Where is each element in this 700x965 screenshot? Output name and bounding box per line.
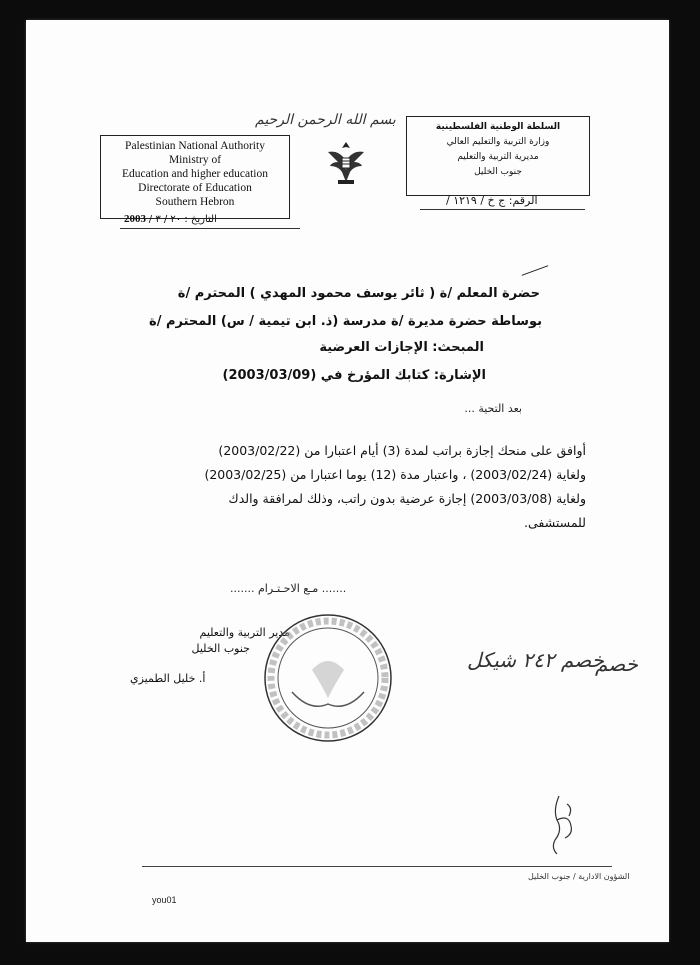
- subject-line: المبحث: الإجازات العرضية: [319, 340, 484, 355]
- footer-department: الشؤون الادارية / جنوب الخليل: [528, 872, 630, 881]
- arabic-org-line: جنوب الخليل: [474, 167, 522, 177]
- english-org-line: Ministry of: [168, 154, 222, 166]
- body-line: أوافق على منحك إجازة براتب لمدة (3) أيام اعتبارا من (2003/02/22): [218, 443, 586, 458]
- recipient-line: حضرة المعلم /ة ( ثائر يوسف محمود المهدي ) المحترم /ة: [177, 286, 540, 301]
- body-line: ولغاية (2003/03/08) إجازة عرضية بدون راتب، وذلك لمرافقة والدك: [228, 491, 586, 506]
- ref-label: الرقم: ج خ /: [480, 194, 538, 207]
- english-org-line: Education and higher education: [122, 168, 268, 180]
- date-value: 2003: [124, 213, 146, 225]
- body-line: للمستشفى.: [524, 515, 586, 530]
- body-line: ولغاية (2003/02/24) ، واعتبار مدة (12) يوما اعتبارا من (2003/02/25): [204, 467, 586, 482]
- reference-line: الإشارة: كتابك المؤرخ في (2003/03/09): [222, 368, 486, 383]
- ref-value: ١٢١٩ /: [446, 194, 477, 207]
- arabic-org-line: مديرية التربية والتعليم: [457, 152, 539, 162]
- basmala: بسم الله الرحمن الرحيم: [255, 112, 396, 128]
- arabic-org-line: وزارة التربية والتعليم العالي: [446, 137, 550, 147]
- divider: [420, 209, 585, 210]
- arabic-letterhead: [406, 116, 590, 196]
- closing: ....... مـع الاحـتـرام .......: [230, 582, 347, 595]
- date-label: التاريخ : ٢٠ / ٣ /: [148, 214, 217, 225]
- footer-code: you01: [152, 895, 177, 905]
- eagle-emblem-icon: [324, 138, 368, 192]
- handwritten-note: خصم: [595, 652, 639, 676]
- via-line: بوساطة حضرة مديرة /ة مدرسة (ذ. ابن تيمية / س) المحترم /ة: [149, 314, 542, 329]
- signatory-name: أ. خليل الطميزي: [130, 672, 206, 685]
- arabic-org-line: السلطة الوطنية الفلسطينية: [435, 122, 561, 132]
- signatory-title-line: جنوب الخليل: [191, 642, 250, 655]
- english-org-line: Directorate of Education: [138, 182, 252, 194]
- handwritten-note: خصم ٢٤٢ شيكل: [467, 648, 604, 672]
- signatory-title-line: مدير التربية والتعليم: [199, 626, 290, 639]
- english-letterhead: [100, 135, 290, 219]
- reference-number: [446, 194, 538, 207]
- official-stamp-icon: [262, 612, 394, 748]
- handwritten-signature-icon: [543, 790, 583, 864]
- footer-divider: [142, 866, 612, 867]
- english-org-line: Palestinian National Authority: [125, 140, 265, 152]
- divider: [120, 228, 300, 229]
- english-org-line: Southern Hebron: [155, 196, 235, 208]
- letter-date: [124, 213, 217, 225]
- greeting: بعد التحية ...: [464, 402, 522, 415]
